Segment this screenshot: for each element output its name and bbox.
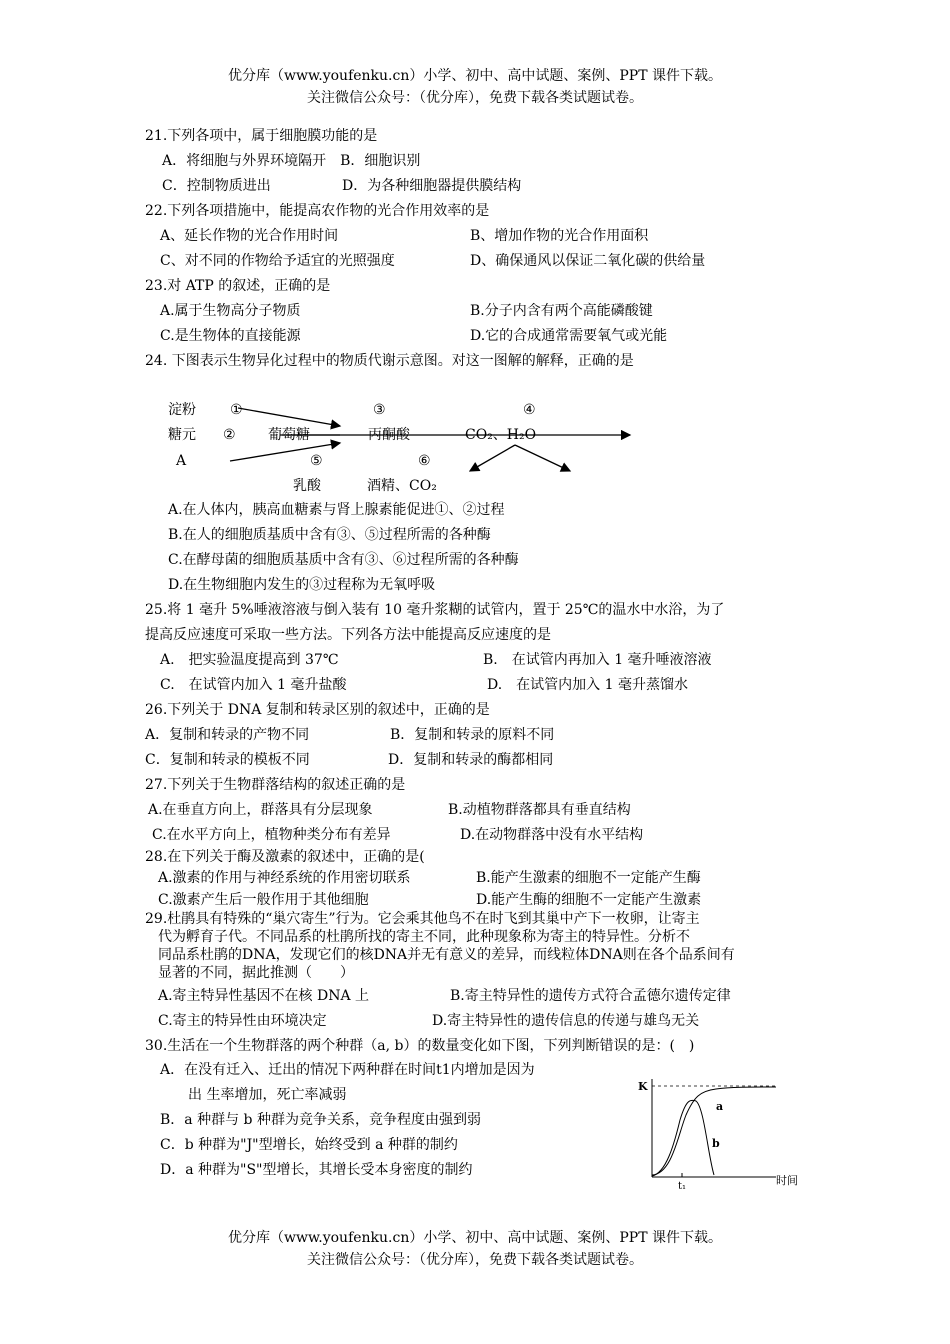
q30-option-a-line1: A．在没有迁入、迁出的情况下两种群在时间t1内增加是因为: [160, 1062, 535, 1078]
q25-option-c: C. 在试管内加入 1 毫升盐酸: [160, 677, 347, 693]
q28-option-d: D.能产生酶的细胞不一定能产生激素: [476, 892, 702, 908]
node-co2-h2o: CO₂、H₂O: [465, 427, 537, 443]
q24-option-a: A.在人体内，胰高血糖素与肾上腺素能促进①、②过程: [168, 502, 505, 518]
header-line-2: 关注微信公众号：（优分库），免费下载各类试题试卷。: [307, 90, 643, 106]
q29-stem-line1: 29.杜鹃具有特殊的“巢穴寄生”行为。它会乘其他鸟不在时飞到其巢中产下一枚卵，让寄主: [145, 911, 700, 927]
q30-option-a-line2: 出 生率增加，死亡率减弱: [188, 1087, 347, 1103]
population-graph: [630, 1075, 810, 1190]
q28-option-a: A.激素的作用与神经系统的作用密切联系: [158, 870, 411, 886]
label-3: ③: [373, 402, 386, 418]
q25-stem-line1: 25.将 1 毫升 5%唾液溶液与倒入装有 10 毫升浆糊的试管内，置于 25℃的温水中水浴，为了: [145, 602, 725, 618]
node-glycogen: 糖元: [168, 427, 196, 443]
q29-stem-line2: 代为孵育子代。不同品系的杜鹃所找的寄主不同，此种现象称为寄主的特异性。分析不: [158, 929, 690, 945]
q27-option-b: B.动植物群落都具有垂直结构: [448, 802, 631, 818]
q26-option-b: B．复制和转录的原料不同: [390, 727, 555, 743]
q29-stem-line3: 同品系杜鹃的DNA，发现它们的核DNA并无有意义的差异，而线粒体DNA则在各个品系间有: [158, 947, 735, 963]
q27-option-a: A.在垂直方向上，群落具有分层现象: [148, 802, 373, 818]
q21-options-ab: A．将细胞与外界环境隔开 B．细胞识别: [162, 153, 421, 169]
q29-option-a: A.寄主特异性基因不在核 DNA 上: [158, 988, 370, 1004]
q25-option-d: D. 在试管内加入 1 毫升蒸馏水: [487, 677, 688, 693]
q24-option-d: D.在生物细胞内发生的③过程称为无氧呼吸: [168, 577, 436, 593]
q27-option-d: D.在动物群落中没有水平结构: [460, 827, 644, 843]
q23-option-b: B.分子内含有两个高能磷酸键: [470, 303, 653, 319]
label-6: ⑥: [418, 453, 431, 469]
node-starch: 淀粉: [168, 402, 196, 418]
page-footer: [0, 1227, 950, 1271]
q23-option-c: C.是生物体的直接能源: [160, 328, 301, 344]
k-label: K: [638, 1080, 648, 1093]
q25-option-a: A. 把实验温度提高到 37℃: [160, 652, 339, 668]
label-2: ②: [223, 427, 236, 443]
q22-option-a: A、延长作物的光合作用时间: [160, 228, 339, 244]
q29-option-b: B.寄主特异性的遗传方式符合孟德尔遗传定律: [450, 988, 731, 1004]
q28-option-c: C.激素产生后一般作用于其他细胞: [158, 892, 369, 908]
curve-a-label: a: [716, 1100, 724, 1113]
metabolism-diagram: [160, 398, 660, 498]
node-glucose: 葡萄糖: [268, 427, 310, 443]
q23-option-a: A.属于生物高分子物质: [160, 303, 301, 319]
q28-option-b: B.能产生激素的细胞不一定能产生酶: [476, 870, 701, 886]
q26-option-c: C．复制和转录的模板不同: [145, 752, 310, 768]
q29-option-d: D.寄主特异性的遗传信息的传递与雄鸟无关: [432, 1013, 700, 1029]
q30-option-c: C．b 种群为"J"型增长，始终受到 a 种群的制约: [160, 1137, 458, 1153]
arrow-6: [515, 445, 570, 471]
q29-stem-line4: 显著的不同，据此推测（ ）: [158, 965, 354, 981]
q21-option-d: D．为各种细胞器提供膜结构: [342, 178, 522, 194]
header-line-1: 优分库（www.youfenku.cn）小学、初中、高中试题、案例、PPT 课件下载。: [227, 68, 722, 84]
curve-a: [652, 1087, 776, 1175]
node-a: A: [176, 453, 187, 469]
curve-b-label: b: [712, 1137, 720, 1150]
arrow-5: [470, 445, 515, 471]
q26-option-d: D．复制和转录的酶都相同: [388, 752, 554, 768]
node-lactic-acid: 乳酸: [293, 478, 321, 494]
q22-option-c: C、对不同的作物给予适宜的光照强度: [160, 253, 395, 269]
q23-stem: 23.对 ATP 的叙述，正确的是: [145, 278, 331, 294]
node-alcohol-co2: 酒精、CO₂: [367, 478, 437, 494]
page-header: [0, 65, 950, 109]
q23-option-d: D.它的合成通常需要氧气或光能: [470, 328, 668, 344]
q30-stem: 30.生活在一个生物群落的两个种群（a, b）的数量变化如下图，下列判断错误的是：( ): [145, 1038, 695, 1054]
q28-stem: 28.在下列关于酶及激素的叙述中，正确的是(: [145, 849, 425, 865]
q22-option-d: D、确保通风以保证二氧化碳的供给量: [470, 253, 706, 269]
footer-line-1: 优分库（www.youfenku.cn）小学、初中、高中试题、案例、PPT 课件下载。: [227, 1230, 722, 1246]
q27-option-c: C.在水平方向上，植物种类分布有差异: [152, 827, 391, 843]
label-5: ⑤: [310, 453, 323, 469]
label-1: ①: [230, 402, 243, 418]
q30-option-d: D．a 种群为"S"型增长，其增长受本身密度的制约: [160, 1162, 473, 1178]
arrow-a: [230, 443, 340, 461]
q22-option-b: B、增加作物的光合作用面积: [470, 228, 649, 244]
q21-stem: 21.下列各项中，属于细胞膜功能的是: [145, 128, 378, 144]
q24-stem: 24. 下图表示生物异化过程中的物质代谢示意图。对这一图解的解释，正确的是: [145, 353, 634, 369]
node-pyruvate: 丙酮酸: [368, 427, 410, 443]
q27-stem: 27.下列关于生物群落结构的叙述正确的是: [145, 777, 406, 793]
arrow-1: [238, 408, 340, 426]
q30-option-b: B．a 种群与 b 种群为竞争关系，竞争程度由强到弱: [160, 1112, 481, 1128]
q25-stem-line2: 提高反应速度可采取一些方法。下列各方法中能提高反应速度的是: [145, 627, 551, 643]
q26-option-a: A．复制和转录的产物不同: [145, 727, 310, 743]
q22-stem: 22.下列各项措施中，能提高农作物的光合作用效率的是: [145, 203, 490, 219]
q26-stem: 26.下列关于 DNA 复制和转录区别的叙述中，正确的是: [145, 702, 490, 718]
t1-label: t₁: [678, 1181, 687, 1192]
q25-option-b: B. 在试管内再加入 1 毫升唾液溶液: [483, 652, 712, 668]
curve-b: [652, 1100, 714, 1176]
q24-option-c: C.在酵母菌的细胞质基质中含有③、⑥过程所需的各种酶: [168, 552, 519, 568]
q21-option-c: C．控制物质进出: [162, 178, 271, 194]
q29-option-c: C.寄主的特异性由环境决定: [158, 1013, 327, 1029]
label-4: ④: [523, 402, 536, 418]
x-axis-label: 时间: [776, 1174, 798, 1187]
q24-option-b: B.在人的细胞质基质中含有③、⑤过程所需的各种酶: [168, 527, 491, 543]
footer-line-2: 关注微信公众号：（优分库），免费下载各类试题试卷。: [307, 1252, 643, 1268]
